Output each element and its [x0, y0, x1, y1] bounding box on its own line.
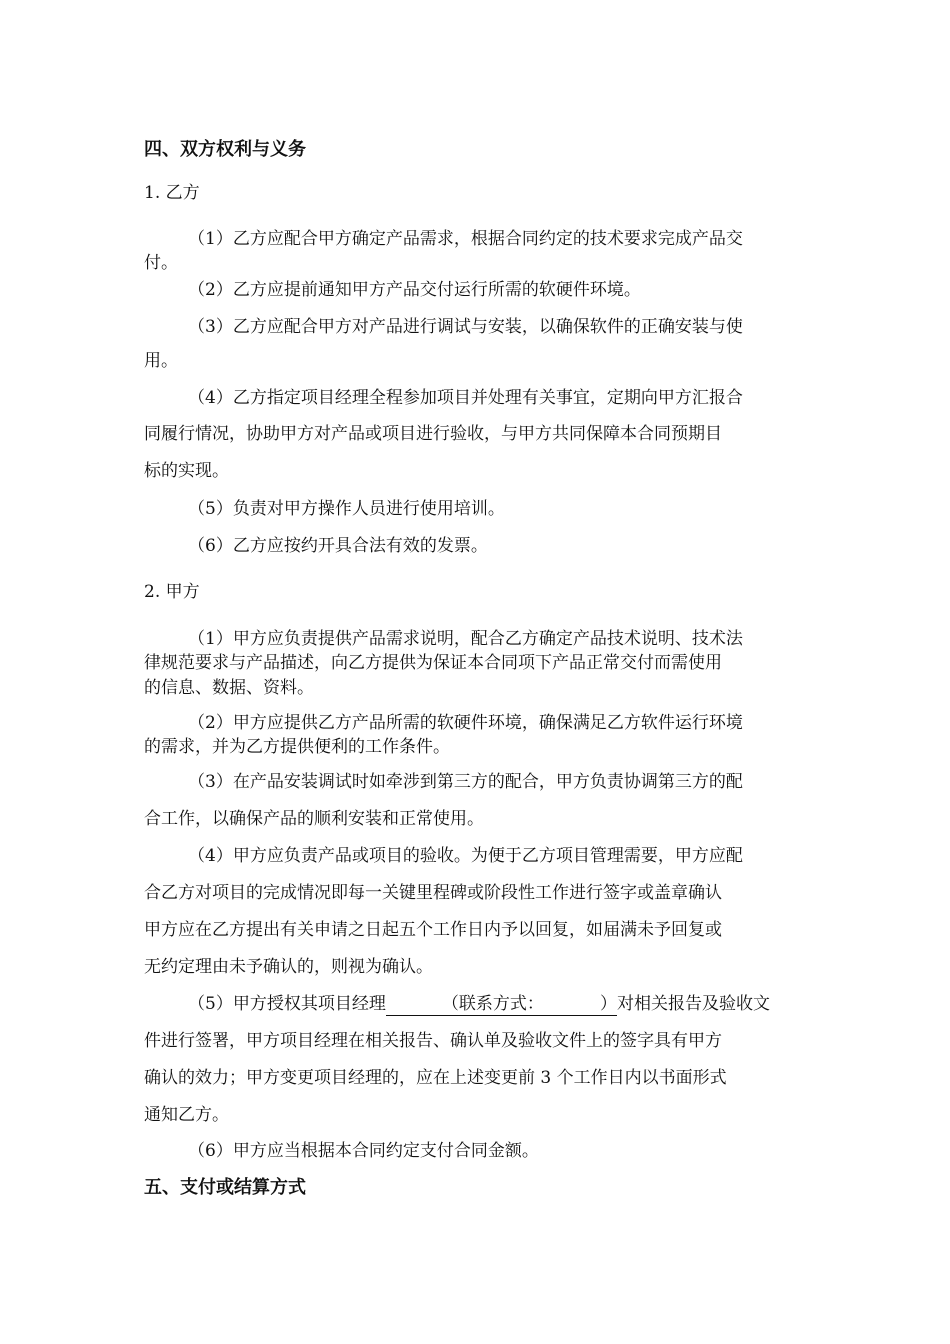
party-a-item-4-line-4: 无约定理由未予确认的，则视为确认。 — [144, 957, 433, 977]
party-b-item-3-line-1: （3）乙方应配合甲方对产品进行调试与安装，以确保软件的正确安装与使 — [188, 317, 743, 337]
party-a-subheading: 2. 甲方 — [144, 582, 200, 602]
party-a-item-2-line-2: 的需求，并为乙方提供便利的工作条件。 — [144, 737, 450, 757]
section-heading-payment: 五、支付或结算方式 — [144, 1177, 306, 1198]
party-b-item-2: （2）乙方应提前通知甲方产品交付运行所需的软硬件环境。 — [188, 280, 641, 300]
party-a-item-5-line-1 — [188, 993, 770, 1016]
party-a-item-5-line-3: 确认的效力；甲方变更项目经理的，应在上述变更前 3 个工作日内以书面形式 — [144, 1068, 727, 1088]
party-b-item-4-line-2: 同履行情况，协助甲方对产品或项目进行验收，与甲方共同保障本合同预期目 — [144, 424, 722, 444]
party-a-item-1-line-2: 律规范要求与产品描述，向乙方提供为保证本合同项下产品正常交付而需使用 — [144, 653, 722, 673]
party-a-item-5-suffix: 对相关报告及验收文 — [616, 994, 770, 1014]
party-a-item-2-line-1: （2）甲方应提供乙方产品所需的软硬件环境，确保满足乙方软件运行环境 — [188, 713, 743, 733]
manager-contact-blank — [386, 993, 617, 1016]
party-b-item-1-line-2: 付。 — [144, 253, 178, 273]
party-a-item-5-line-4: 通知乙方。 — [144, 1105, 229, 1125]
party-a-item-4-line-2: 合乙方对项目的完成情况即每一关键里程碑或阶段性工作进行签字或盖章确认 — [144, 883, 722, 903]
contact-label: （联系方式： — [441, 994, 544, 1014]
party-b-item-4-line-1: （4）乙方指定项目经理全程参加项目并处理有关事宜，定期向甲方汇报合 — [188, 388, 743, 408]
party-b-item-5: （5）负责对甲方操作人员进行使用培训。 — [188, 499, 505, 519]
party-b-item-3-line-2: 用。 — [144, 351, 178, 371]
party-a-item-3-line-1: （3）在产品安装调试时如牵涉到第三方的配合，甲方负责协调第三方的配 — [188, 772, 743, 792]
party-a-item-3-line-2: 合工作，以确保产品的顺利安装和正常使用。 — [144, 809, 484, 829]
party-a-item-4-line-1: （4）甲方应负责产品或项目的验收。为便于乙方项目管理需要，甲方应配 — [188, 846, 743, 866]
party-a-item-5-line-2: 件进行签署，甲方项目经理在相关报告、确认单及验收文件上的签字具有甲方 — [144, 1031, 722, 1051]
party-a-item-6: （6）甲方应当根据本合同约定支付合同金额。 — [188, 1141, 539, 1161]
party-a-item-1-line-3: 的信息、数据、资料。 — [144, 678, 314, 698]
section-heading-rights-obligations: 四、双方权利与义务 — [144, 139, 306, 160]
party-a-item-4-line-3: 甲方应在乙方提出有关申请之日起五个工作日内予以回复，如届满未予回复或 — [144, 920, 722, 940]
party-b-item-6: （6）乙方应按约开具合法有效的发票。 — [188, 536, 488, 556]
party-b-item-4-line-3: 标的实现。 — [144, 461, 229, 481]
party-b-subheading: 1. 乙方 — [144, 183, 200, 203]
party-b-item-1-line-1: （1）乙方应配合甲方确定产品需求，根据合同约定的技术要求完成产品交 — [188, 229, 743, 249]
party-a-item-1-line-1: （1）甲方应负责提供产品需求说明，配合乙方确定产品技术说明、技术法 — [188, 629, 743, 649]
contact-close-paren: ） — [599, 994, 617, 1014]
party-a-item-5-prefix: （5）甲方授权其项目经理 — [188, 994, 386, 1014]
